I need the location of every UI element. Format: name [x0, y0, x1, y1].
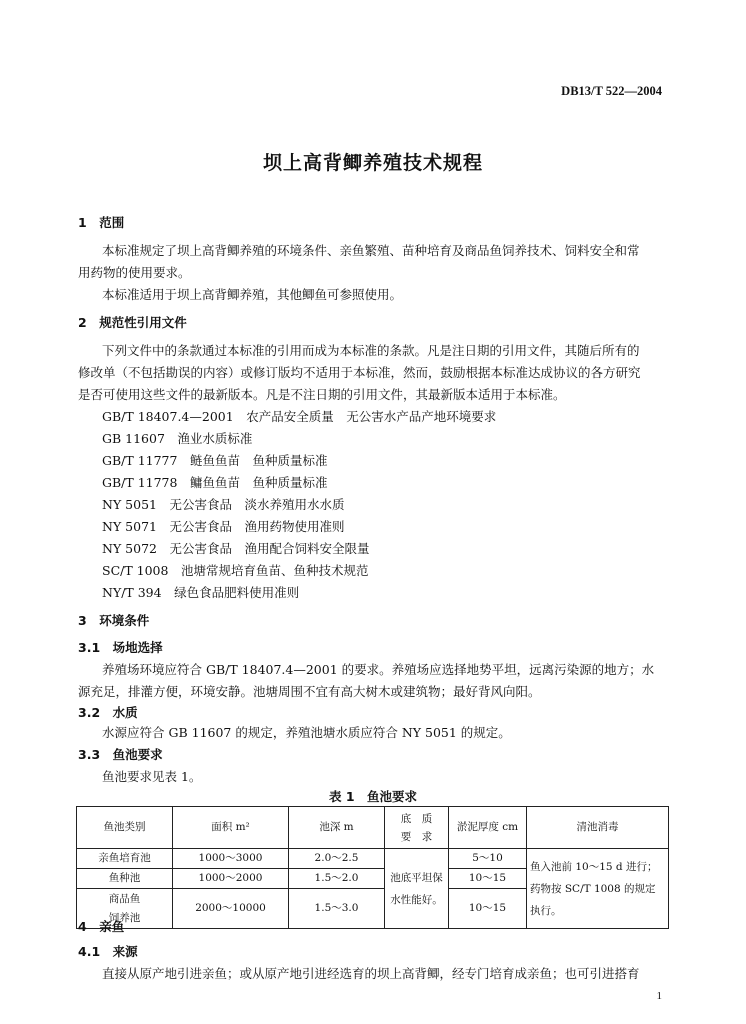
section-2-para-line-2: 修改单（不包括勘误的内容）或修订版均不适用于本标准，然而，鼓励根据本标准达成协议的各方研究	[78, 365, 641, 380]
table-cell-depth: 1.5～3.0	[289, 889, 385, 929]
table-cell-area: 1000～2000	[173, 869, 289, 889]
section-3-2-heading: 3.2 水质	[78, 705, 138, 720]
section-2-para-line-1: 下列文件中的条款通过本标准的引用而成为本标准的条款。凡是注日期的引用文件，其随后所有的	[102, 343, 640, 358]
section-2-para-line-3: 是否可使用这些文件的最新版本。凡是不注日期的引用文件，其最新版本适用于本标准。	[78, 387, 566, 402]
section-4-1-line-1: 直接从原产地引进亲鱼；或从原产地引进经选育的坝上高背鲫，经专门培育成亲鱼；也可引进搭育	[102, 966, 640, 981]
section-1-para-2: 本标准适用于坝上高背鲫养殖，其他鲫鱼可参照使用。	[102, 287, 403, 302]
table-header-disinfect: 清池消毒	[527, 807, 669, 849]
table-1	[76, 806, 669, 929]
section-3-1-line-1: 养殖场环境应符合 GB/T 18407.4—2001 的要求。养殖场应选择地势平坦，远离污染源的地方；水	[102, 662, 655, 677]
table-cell-bottom-line-2: 水性能好。	[390, 893, 443, 906]
section-3-1-line-2: 源充足，排灌方便，环境安静。池塘周围不宜有高大树木或建筑物；最好背风向阳。	[78, 684, 541, 699]
reference-item: GB/T 11778 鳙鱼鱼苗 鱼种质量标准	[102, 475, 328, 490]
reference-item: GB 11607 渔业水质标准	[102, 431, 253, 446]
table-cell-category-line-2: 饲养池	[108, 911, 141, 924]
section-3-2-line-1: 水源应符合 GB 11607 的规定，养殖池塘水质应符合 NY 5051 的规定。	[102, 725, 511, 740]
reference-item: NY 5051 无公害食品 淡水养殖用水水质	[102, 497, 345, 512]
table-cell-silt: 5～10	[449, 849, 527, 869]
section-1-para-1-line-1: 本标准规定了坝上高背鲫养殖的环境条件、亲鱼繁殖、苗种培育及商品鱼饲养技术、饲料安全和常	[102, 243, 640, 258]
reference-item: NY 5071 无公害食品 渔用药物使用准则	[102, 519, 345, 534]
table-header-bottom-line-2: 要 求	[400, 830, 433, 843]
table-cell-category-line-1: 商品鱼	[108, 892, 141, 905]
section-1-para-1-line-2: 用药物的使用要求。	[78, 265, 191, 280]
table-cell-category: 鱼种池	[77, 869, 173, 889]
table-header-silt: 淤泥厚度 cm	[449, 807, 527, 849]
table-1-caption: 表 1 鱼池要求	[328, 789, 418, 804]
table-cell-category: 亲鱼培育池	[77, 849, 173, 869]
table-header-bottom	[385, 807, 449, 849]
document-code: DB13/T 522—2004	[561, 84, 662, 98]
table-cell-area: 1000～3000	[173, 849, 289, 869]
page-number: 1	[656, 990, 662, 1002]
section-4-1-heading: 4.1 来源	[78, 944, 138, 959]
table-cell-silt: 10～15	[449, 889, 527, 929]
table-cell-disinfect-line-2: 药物按 SC/T 1008 的规定	[530, 882, 656, 895]
table-header-depth: 池深 m	[289, 807, 385, 849]
reference-item: NY 5072 无公害食品 渔用配合饲料安全限量	[102, 541, 370, 556]
table-cell-area: 2000～10000	[173, 889, 289, 929]
section-1-heading: 1 范围	[78, 215, 125, 230]
table-cell-silt: 10～15	[449, 869, 527, 889]
table-cell-depth: 1.5～2.0	[289, 869, 385, 889]
table-cell-depth: 2.0～2.5	[289, 849, 385, 869]
table-cell-disinfect-line-3: 执行。	[530, 904, 562, 917]
section-4-heading: 4 亲鱼	[78, 919, 125, 934]
reference-item: NY/T 394 绿色食品肥料使用准则	[102, 585, 300, 600]
table-header-bottom-line-1: 底 质	[400, 812, 433, 825]
section-3-3-line-1: 鱼池要求见表 1。	[102, 769, 202, 784]
section-3-heading: 3 环境条件	[78, 613, 150, 628]
table-cell-bottom-line-1: 池底平坦保	[390, 871, 443, 884]
table-cell-disinfect-line-1: 鱼入池前 10～15 d 进行；	[530, 860, 658, 873]
reference-item: SC/T 1008 池塘常规培育鱼苗、鱼种技术规范	[102, 563, 369, 578]
section-3-1-heading: 3.1 场地选择	[78, 640, 163, 655]
section-3-3-heading-visible: 3.3 鱼池要求	[78, 747, 163, 762]
table-header-category: 鱼池类别	[77, 807, 173, 849]
table-cell-disinfect	[527, 849, 669, 929]
table-header-area: 面积 m²	[173, 807, 289, 849]
page-title: 坝上高背鲫养殖技术规程	[262, 152, 483, 174]
reference-item: GB/T 11777 鲢鱼鱼苗 鱼种质量标准	[102, 453, 328, 468]
section-2-heading: 2 规范性引用文件	[78, 315, 187, 330]
reference-item: GB/T 18407.4—2001 农产品安全质量 无公害水产品产地环境要求	[102, 409, 497, 424]
table-cell-bottom	[385, 849, 449, 929]
